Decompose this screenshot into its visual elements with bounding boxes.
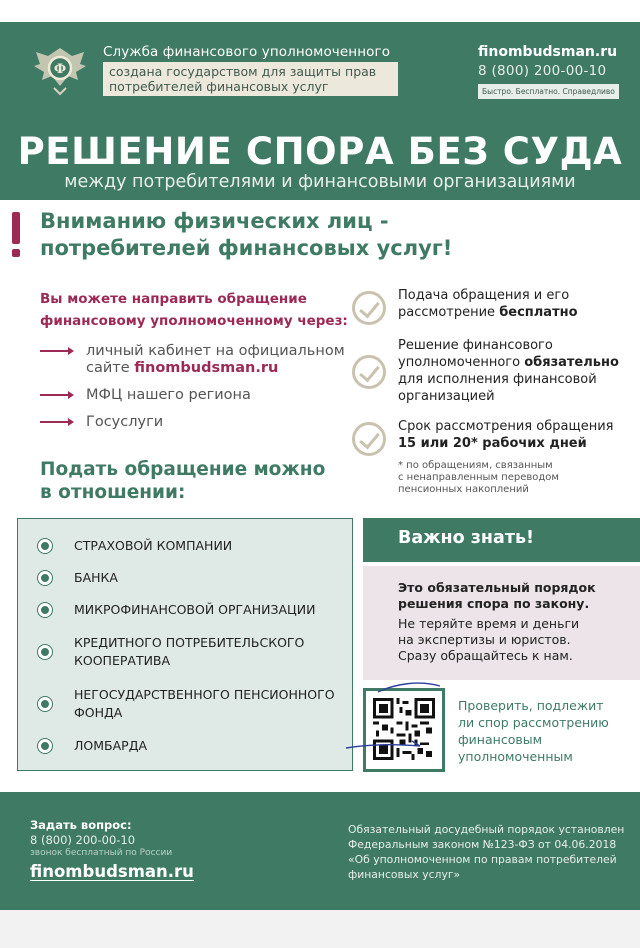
benefit-line2-prefix: рассмотрение <box>398 305 500 320</box>
attention-line1: Вниманию физических лиц - <box>40 209 389 233</box>
org-label: СТРАХОВОЙ КОМПАНИИ <box>74 538 233 553</box>
checkmark-circle-icon <box>352 422 386 456</box>
benefit-line2-bold: обязательно <box>524 355 619 370</box>
way-item-gosuslugi <box>40 414 370 432</box>
footnote-line2: с ненаправленным переводом <box>398 472 559 483</box>
svg-text:Ф: Ф <box>53 62 67 77</box>
footer-site-link[interactable]: finombudsman.ru <box>30 862 194 881</box>
qr-caption-line2: ли спор рассмотрению <box>458 715 609 730</box>
benefit-line1: Подача обращения и его <box>398 288 570 303</box>
qr-code-icon[interactable] <box>373 698 435 760</box>
org-label-line1: НЕГОСУДАРСТВЕННОГО ПЕНСИОННОГО <box>74 687 335 702</box>
submit-heading-line2: в отношении: <box>40 482 186 503</box>
benefit-line2-bold: бесплатно <box>499 305 578 320</box>
org-label: МИКРОФИНАНСОВОЙ ОРГАНИЗАЦИИ <box>74 602 316 617</box>
footnote-line1: * по обращениям, связанным <box>398 460 553 471</box>
important-bold-line2: решения спора по закону. <box>398 596 590 611</box>
way-item-line1: личный кабинет на официальном <box>86 343 345 359</box>
benefit-line1: Срок рассмотрения обращения <box>398 419 614 434</box>
org-label-line2: КООПЕРАТИВА <box>74 653 171 668</box>
footer-law-line4: финансовых услуг» <box>348 868 461 881</box>
checkmark-circle-icon <box>352 291 386 325</box>
org-tagline-line2: потребителей финансовых услуг <box>109 79 329 94</box>
benefit-line2-bold: 15 или 20* рабочих дней <box>398 436 587 451</box>
bullet-dot-icon <box>38 739 52 753</box>
footnote <box>398 460 618 496</box>
org-label: БАНКА <box>74 570 118 585</box>
submit-heading-line1: Подать обращение можно <box>40 459 326 480</box>
qr-frame[interactable] <box>363 688 445 772</box>
qr-caption <box>458 697 628 765</box>
way-item-mfc <box>40 387 370 405</box>
important-text-line2: на экспертизы и юристов. <box>398 632 571 647</box>
org-tagline-line1: создана государством для защиты прав <box>109 64 377 79</box>
benefit-term <box>352 419 632 462</box>
list-item <box>38 569 338 587</box>
important-heading: Важно знать! <box>363 518 640 562</box>
header-site-link[interactable]: finombudsman.ru <box>478 44 618 60</box>
page-subtitle: между потребителями и финансовыми организациями <box>64 172 576 192</box>
arrow-right-icon <box>40 421 72 423</box>
list-item <box>38 737 338 755</box>
page-bottom-margin <box>0 910 640 948</box>
exclamation-icon <box>12 212 22 256</box>
org-label-line1: КРЕДИТНОГО ПОТРЕБИТЕЛЬСКОГО <box>74 635 305 650</box>
list-item <box>38 537 338 555</box>
qr-caption-line4: уполномоченным <box>458 749 573 764</box>
ways-heading-line2: финансовому уполномоченному через: <box>40 313 348 329</box>
checkmark-circle-icon <box>352 355 386 389</box>
org-tagline <box>103 62 398 96</box>
benefit-free <box>352 288 632 331</box>
bullet-dot-icon <box>38 603 52 617</box>
benefit-line4: организацией <box>398 389 495 404</box>
ways-heading <box>40 288 355 332</box>
benefit-line2-prefix: уполномоченного <box>398 355 525 370</box>
bullet-dot-icon <box>38 697 52 711</box>
footer-band <box>0 792 640 910</box>
way-item-label: МФЦ нашего региона <box>86 387 251 403</box>
benefit-line3: для исполнения финансовой <box>398 372 597 387</box>
header-phone[interactable]: 8 (800) 200-00-10 <box>478 63 607 79</box>
org-label-line2: ФОНДА <box>74 705 123 720</box>
organizations-box <box>17 518 353 771</box>
list-item <box>38 686 338 722</box>
benefit-line1: Решение финансового <box>398 338 553 353</box>
way-item-line2-prefix: сайте <box>86 360 135 376</box>
important-text-line1: Не теряйте время и деньги <box>398 616 580 631</box>
footer-ask-label: Задать вопрос: <box>30 818 132 832</box>
bullet-dot-icon <box>38 539 52 553</box>
footer-law-note <box>348 822 628 882</box>
important-text <box>398 616 633 664</box>
way-item-label: Госуслуги <box>86 414 164 430</box>
important-bold-line1: Это обязательный порядок <box>398 580 596 595</box>
org-name: Служба финансового уполномоченного <box>103 44 391 60</box>
footer-free-call-note: звонок бесплатный по России <box>30 848 173 858</box>
benefit-binding <box>352 338 632 425</box>
attention-heading <box>40 208 452 262</box>
important-bold-text <box>398 580 633 612</box>
emblem-logo-icon <box>30 40 90 100</box>
arrow-right-icon <box>40 394 72 396</box>
qr-caption-line1: Проверить, подлежит <box>458 698 604 713</box>
submit-heading <box>40 458 325 504</box>
footer-law-line3: «Об уполномоченном по правам потребителей <box>348 853 617 866</box>
arrow-right-icon <box>40 350 72 352</box>
qr-caption-line3: финансовым <box>458 732 543 747</box>
footnote-line3: пенсионных накоплений <box>398 484 529 495</box>
footer-law-line1: Обязательный досудебный порядок установлен <box>348 823 625 836</box>
list-item <box>38 601 338 619</box>
bullet-dot-icon <box>38 571 52 585</box>
way-item-site-link[interactable]: finombudsman.ru <box>134 360 279 376</box>
ways-heading-line1: Вы можете направить обращение <box>40 291 307 307</box>
footer-law-line2: Федеральным законом №123-ФЗ от 04.06.2018 <box>348 838 617 851</box>
page-title: РЕШЕНИЕ СПОРА БЕЗ СУДА <box>17 130 623 173</box>
list-item <box>38 634 338 670</box>
header-band <box>0 22 640 200</box>
bullet-dot-icon <box>38 645 52 659</box>
org-label: ЛОМБАРДА <box>74 738 148 753</box>
important-text-line3: Сразу обращайтесь к нам. <box>398 648 573 663</box>
important-box <box>363 566 640 680</box>
footer-phone[interactable]: 8 (800) 200-00-10 <box>30 833 136 847</box>
way-item-personal-account <box>40 343 370 379</box>
attention-line2: потребителей финансовых услуг! <box>40 236 453 260</box>
header-slogan: Быстро. Бесплатно. Справедливо <box>478 84 619 99</box>
